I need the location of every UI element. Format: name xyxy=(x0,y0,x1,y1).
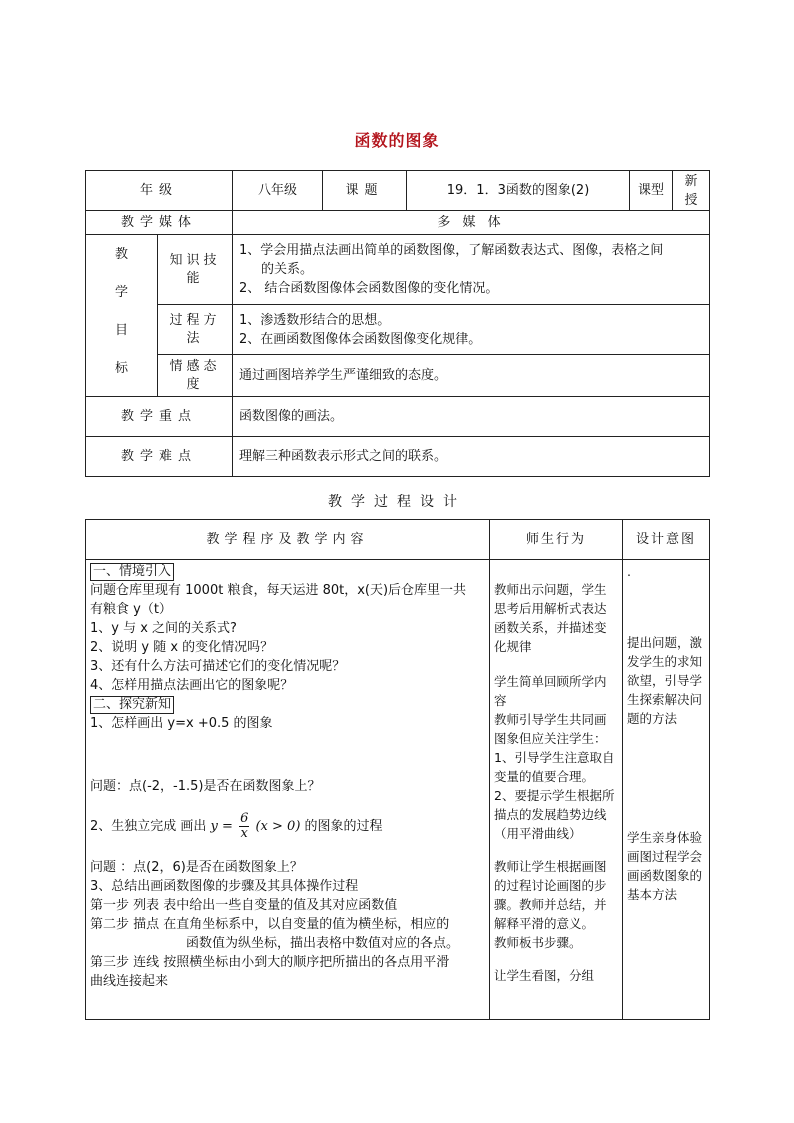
action-text: 让学生看图，分组 xyxy=(494,968,595,983)
content-line: 3、总结出画函数图像的步骤及其具体操作过程 xyxy=(90,879,359,894)
fraction-denominator: x xyxy=(240,826,248,841)
formula-lhs: y = xyxy=(210,819,233,834)
content-line: 第三步 连线 按照横坐标由小到大的顺序把所描出的各点用平滑 xyxy=(90,955,450,970)
action-text: 教师板书步骤。 xyxy=(494,935,582,950)
goal-line: 2、在画函数图像体会函数图像变化规律。 xyxy=(239,331,482,347)
formula-prefix: 2、生独立完成 画出 xyxy=(90,819,207,834)
action-text: 教师引导学生共同画图象但应关注学生： xyxy=(494,712,607,746)
goal-line: 通过画图培养学生严谨细致的态度。 xyxy=(239,368,448,383)
goals-label-char: 目 xyxy=(114,322,128,338)
goal-attitude-content xyxy=(233,355,710,397)
lesson-info-table xyxy=(85,170,710,477)
section-heading xyxy=(90,562,485,581)
goal-knowledge-content xyxy=(233,235,710,305)
design-intent-cell xyxy=(623,560,710,1020)
content-line: 第二步 描点 在直角坐标系中，以自变量的值为横坐标，相应的 xyxy=(90,917,450,932)
content-line: 第一步 列表 表中给出一些自变量的值及其对应函数值 xyxy=(90,898,398,913)
section-heading-text: 一、情境引入 xyxy=(90,563,174,581)
fraction-numerator: 6 xyxy=(240,811,249,826)
goals-label-char: 教 xyxy=(114,246,128,262)
content-line: 2、说明 y 随 x 的变化情况吗？ xyxy=(90,640,274,655)
content-line: 1、怎样画出 y=x +0.5 的图象 xyxy=(90,716,273,731)
goals-label xyxy=(86,235,158,397)
teaching-content-cell xyxy=(86,560,490,1020)
content-line: 问题：点(-2，-1.5)是否在函数图象上？ xyxy=(90,779,321,794)
action-column-header: 师生行为 xyxy=(490,520,623,560)
media-label: 教学媒体 xyxy=(86,211,233,235)
formula-condition: (x > 0) xyxy=(255,819,301,834)
action-text: 2、要提示学生根据所描点的发展趋势边线（用平滑曲线） xyxy=(494,788,615,841)
media-value: 多 媒 体 xyxy=(233,211,710,235)
goals-label-char: 学 xyxy=(114,284,128,300)
goal-line: 1、学会用描点法画出简单的函数图像，了解函数表达式、图像，表格之间 xyxy=(239,243,664,258)
grade-label: 年级 xyxy=(86,171,233,211)
content-line: 1、y 与 x 之间的关系式? xyxy=(90,621,237,636)
intent-column-header: 设计意图 xyxy=(623,520,710,560)
goal-knowledge-label: 知识技能 xyxy=(158,235,233,305)
section-heading xyxy=(90,695,485,714)
action-text: 教师让学生根据画图的过程讨论画图的步骤。教师并总结，并解释平滑的意义。 xyxy=(494,859,607,931)
formula-fraction xyxy=(239,812,249,841)
action-text: 教师出示问题，学生思考后用解析式表达函数关系，并描述变化规律 xyxy=(494,582,607,654)
page-title: 函数的图象 xyxy=(354,131,440,150)
key-point-value: 函数图像的画法。 xyxy=(233,397,710,437)
content-line: 有粮食 y（t） xyxy=(90,602,172,617)
content-line: 4、怎样用描点法画出它的图象呢？ xyxy=(90,678,294,693)
intent-dot: . xyxy=(627,564,631,579)
teaching-process-table xyxy=(85,519,710,1020)
content-line: 曲线连接起来 xyxy=(90,974,169,989)
topic-value: 19．1．3函数的图象(2) xyxy=(407,171,630,211)
content-line: 问题仓库里现有 1000t 粮食，每天运进 80t，x(天)后仓库里一共 xyxy=(90,583,467,598)
topic-label: 课题 xyxy=(323,171,407,211)
action-text: 学生简单回顾所学内容 xyxy=(494,674,607,708)
process-section-title: 教学过程设计 xyxy=(328,494,466,510)
goal-line: 2、 结合函数图像体会函数图像的变化情况。 xyxy=(239,281,499,296)
goal-process-content xyxy=(233,305,710,355)
section-heading-text: 二、探究新知 xyxy=(90,696,174,714)
difficulty-label: 教学难点 xyxy=(86,437,233,477)
action-text: 1、引导学生注意取自变量的值要合理。 xyxy=(494,750,615,784)
goal-line: 1、渗透数形结合的思想。 xyxy=(239,312,391,328)
goal-process-label: 过程方法 xyxy=(158,305,233,355)
intent-text: 学生亲身体验画图过程学会画函数图象的基本方法 xyxy=(627,830,703,902)
goals-label-char: 标 xyxy=(114,360,128,376)
type-value: 新授 xyxy=(673,171,710,211)
type-label: 课型 xyxy=(630,171,673,211)
goal-line: 的关系。 xyxy=(261,262,314,277)
formula-suffix: 的图象的过程 xyxy=(304,819,383,834)
grade-value: 八年级 xyxy=(233,171,323,211)
content-line: 3、还有什么方法可描述它们的变化情况呢？ xyxy=(90,659,346,674)
content-line: 问题 ：点(2，6)是否在函数图象上？ xyxy=(90,860,303,875)
intent-text: 提出问题，激发学生的求知欲望，引导学生探索解决问题的方法 xyxy=(627,635,703,726)
key-point-label: 教学重点 xyxy=(86,397,233,437)
content-line: 函数值为纵坐标，描出表格中数值对应的各点。 xyxy=(186,936,460,951)
teacher-student-action-cell xyxy=(490,560,623,1020)
content-line-formula xyxy=(90,810,485,844)
content-column-header: 教学程序及教学内容 xyxy=(86,520,490,560)
goal-attitude-label: 情感态度 xyxy=(158,355,233,397)
difficulty-value: 理解三种函数表示形式之间的联系。 xyxy=(233,437,710,477)
